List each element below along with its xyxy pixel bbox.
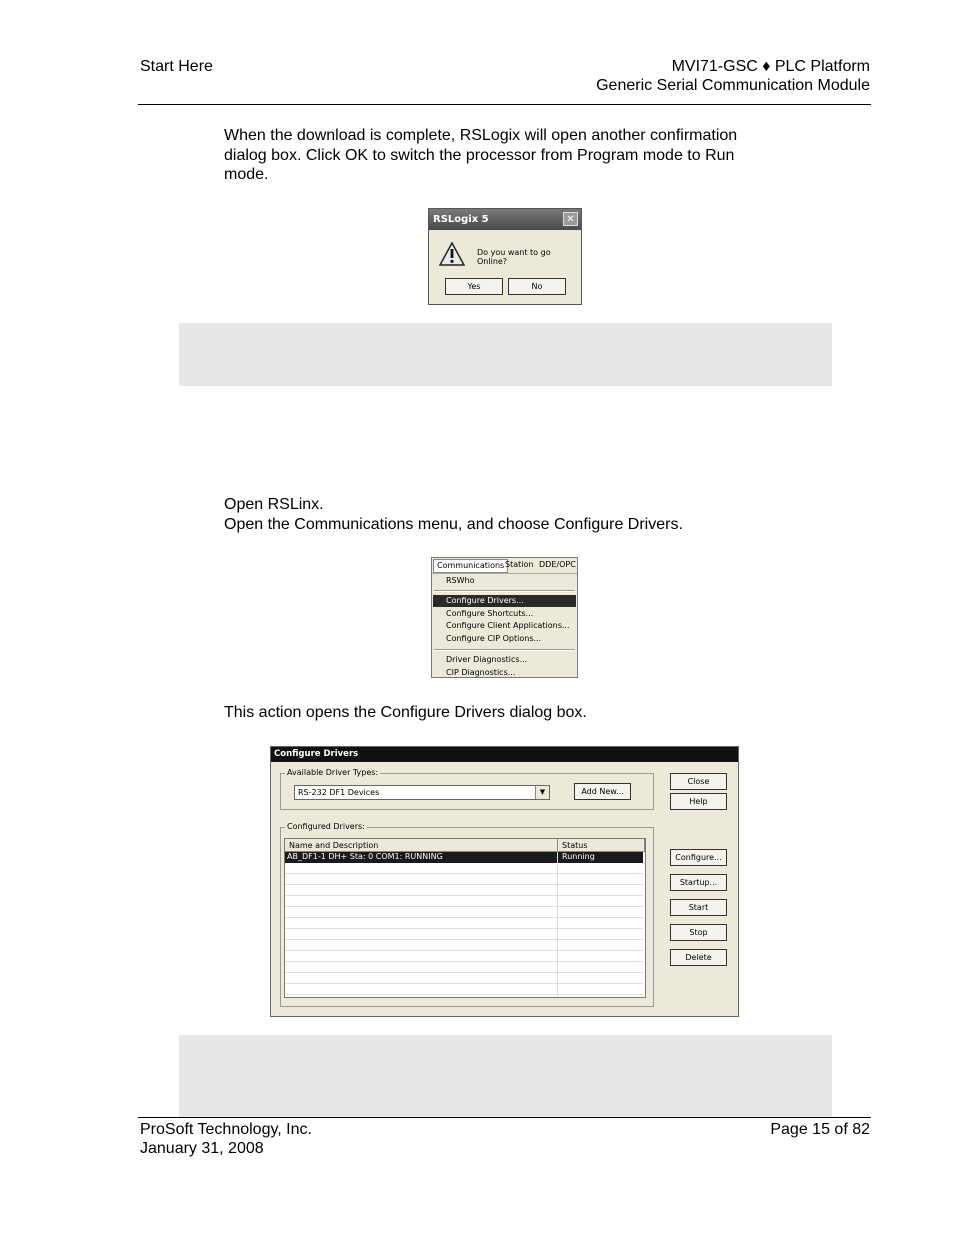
chevron-down-icon[interactable]: ▼ xyxy=(535,786,549,799)
note-box xyxy=(179,323,832,386)
dialog-title xyxy=(429,209,581,230)
table-row[interactable] xyxy=(285,852,643,863)
rslogix-online-dialog xyxy=(428,208,582,305)
paragraph-line: dialog box. Click OK to switch the processor from Program mode to Run xyxy=(224,147,735,164)
header-module: Generic Serial Communication Module xyxy=(596,77,870,94)
dialog-message: Do you want to go Online? xyxy=(477,248,551,266)
configure-button[interactable]: Configure... xyxy=(670,849,727,866)
step-open-rslinx: Open RSLinx. xyxy=(224,496,324,513)
delete-button[interactable]: Delete xyxy=(670,949,727,966)
close-icon[interactable]: ✕ xyxy=(563,212,578,226)
menu-item-configure-drivers[interactable]: Configure Drivers... xyxy=(433,595,576,607)
footer-company: ProSoft Technology, Inc. xyxy=(140,1121,312,1138)
table-row xyxy=(285,874,643,885)
no-button[interactable]: No xyxy=(508,278,566,295)
menu-item-configure-shortcuts[interactable]: Configure Shortcuts... xyxy=(446,609,534,618)
startup-button[interactable]: Startup... xyxy=(670,874,727,891)
driver-type-select[interactable] xyxy=(294,785,550,800)
footer-rule xyxy=(138,1117,871,1118)
configured-drivers-list[interactable] xyxy=(284,838,646,998)
paragraph-line: mode. xyxy=(224,166,269,183)
available-driver-types-label: Available Driver Types: xyxy=(287,768,379,777)
configure-drivers-dialog xyxy=(270,746,739,1017)
table-row xyxy=(285,863,643,874)
menu-separator xyxy=(434,590,575,592)
table-row xyxy=(285,885,643,896)
footer-date: January 31, 2008 xyxy=(140,1140,264,1157)
table-row xyxy=(285,907,643,918)
column-header-name[interactable]: Name and Description xyxy=(285,839,558,852)
yes-button[interactable]: Yes xyxy=(445,278,503,295)
table-row xyxy=(285,984,643,995)
warning-icon xyxy=(439,242,465,266)
table-row xyxy=(285,973,643,984)
available-driver-types-group xyxy=(280,768,654,810)
step-open-communications: Open the Communications menu, and choose Configure Drivers. xyxy=(224,516,683,533)
table-row xyxy=(285,896,643,907)
table-row xyxy=(285,918,643,929)
dialog-title-text: RSLogix 5 xyxy=(433,214,489,225)
menu-item-driver-diagnostics[interactable]: Driver Diagnostics... xyxy=(446,655,528,664)
table-row xyxy=(285,940,643,951)
table-row xyxy=(285,929,643,940)
header-section-title: Start Here xyxy=(140,58,213,75)
start-button[interactable]: Start xyxy=(670,899,727,916)
header-rule xyxy=(138,104,871,105)
footer-page-number: Page 15 of 82 xyxy=(770,1121,870,1138)
paragraph-configure-drivers: This action opens the Configure Drivers dialog box. xyxy=(224,704,587,721)
menu-communications[interactable]: Communications xyxy=(433,559,508,573)
column-divider xyxy=(557,852,558,998)
configured-drivers-group xyxy=(280,822,654,1007)
header-product: MVI71-GSC ♦ PLC Platform xyxy=(671,58,870,75)
driver-status: Running xyxy=(562,852,595,861)
table-row xyxy=(285,962,643,973)
configured-drivers-label: Configured Drivers: xyxy=(287,822,365,831)
close-button[interactable]: Close xyxy=(670,773,727,790)
help-button[interactable]: Help xyxy=(670,793,727,810)
driver-type-value: RS-232 DF1 Devices xyxy=(298,788,380,797)
add-new-button[interactable]: Add New... xyxy=(574,783,631,800)
menu-dde-opc[interactable]: DDE/OPC xyxy=(539,560,576,569)
note-box xyxy=(179,1035,832,1117)
communications-menu xyxy=(431,557,578,678)
menu-bar xyxy=(432,558,577,574)
driver-name: AB_DF1-1 DH+ Sta: 0 COM1: RUNNING xyxy=(287,852,443,861)
menu-item-configure-client-applications[interactable]: Configure Client Applications... xyxy=(446,621,570,630)
menu-item-rswho[interactable]: RSWho xyxy=(446,576,475,585)
dialog-title: Configure Drivers xyxy=(271,747,738,762)
column-header-status[interactable]: Status xyxy=(558,839,645,852)
menu-separator xyxy=(434,649,575,651)
stop-button[interactable]: Stop xyxy=(670,924,727,941)
menu-station[interactable]: Station xyxy=(505,560,534,569)
menu-item-configure-cip-options[interactable]: Configure CIP Options... xyxy=(446,634,542,643)
paragraph-line: When the download is complete, RSLogix will open another confirmation xyxy=(224,127,738,144)
table-row xyxy=(285,951,643,962)
menu-item-cip-diagnostics[interactable]: CIP Diagnostics... xyxy=(446,668,516,677)
